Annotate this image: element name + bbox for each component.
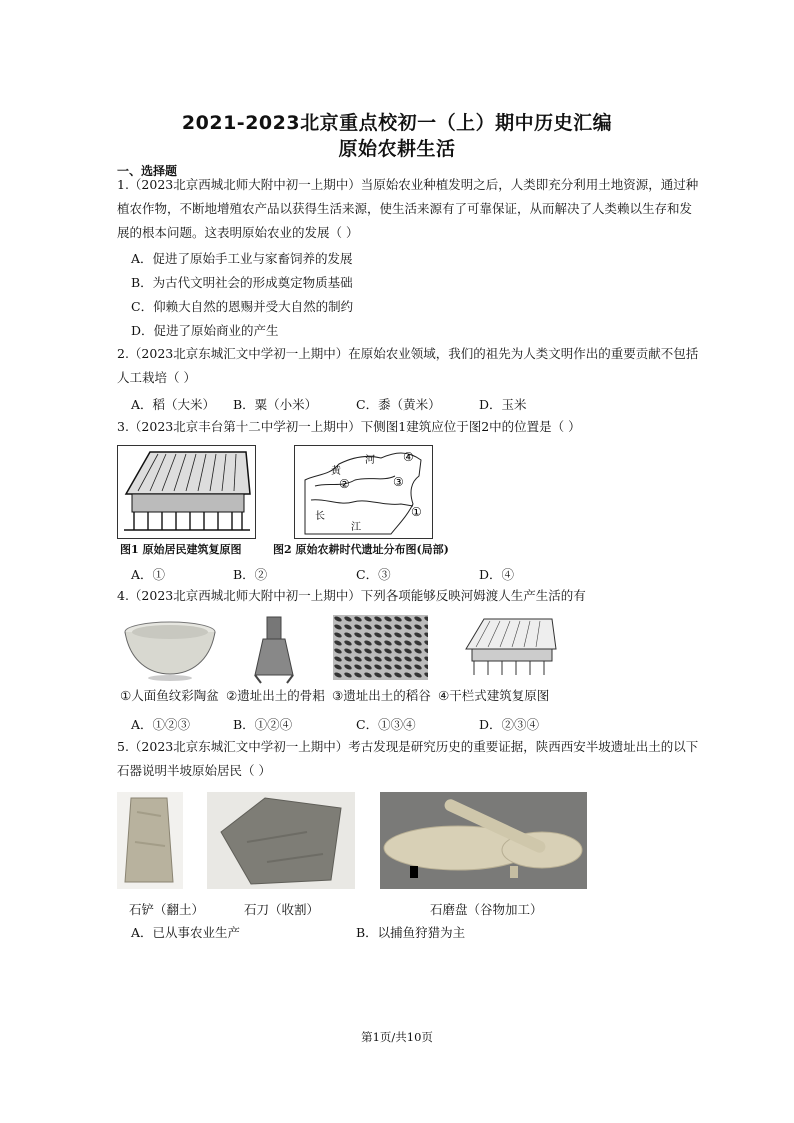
q4-option-a[interactable]: A．①②③ [131,717,191,732]
q1-option-b[interactable]: B．为古代文明社会的形成奠定物质基础 [131,275,353,290]
q4-option-d[interactable]: D．②③④ [479,717,540,732]
map-label-huang: 黄 [331,466,341,477]
fig1-caption: 图1 原始居民建筑复原图 [120,543,242,556]
section-heading: 一、选择题 [117,164,178,178]
stone-knife-image [207,792,355,889]
page-subtitle: 原始农耕生活 [338,138,456,160]
q2-option-a[interactable]: A．稻（大米） [131,397,216,412]
q3-stem-line1: 3.（2023北京丰台第十二中学初一上期中）下侧图1建筑应位于图2中的位置是（ ） [117,419,581,434]
q1-stem-line1: 1.（2023北京西城北师大附中初一上期中）当原始农业种植发明之后，人类即充分利用土地资源，通过种 [117,177,699,192]
grinding-slab-image [380,792,587,889]
q5-caption-2: 石刀（收割） [244,902,320,917]
stilt-house-image [460,615,560,680]
q3-option-d[interactable]: D．④ [479,567,515,582]
map-marker-2: ② [339,477,350,491]
q2-option-c[interactable]: C．黍（黄米） [356,397,441,412]
q4-caption-4: ④干栏式建筑复原图 [438,688,550,703]
painted-pottery-bowl-image [120,618,220,682]
q4-caption-2: ②遗址出土的骨耜 [226,688,325,703]
q5-option-a[interactable]: A．已从事农业生产 [131,925,241,940]
rice-grains-image [333,615,428,680]
q1-stem-line3: 展的根本问题。这表明原始农业的发展（ ） [117,225,359,240]
page-footer: 第1页/共10页 [361,1030,433,1044]
map-label-jiang: 江 [351,522,361,533]
bone-spade-image [245,615,305,685]
stilt-house-drawing [118,446,255,538]
map-marker-4: ④ [403,450,414,464]
map-label-he: 河 [365,455,375,466]
q1-stem-line2: 植农作物，不断地增殖农产品以获得生活来源，使生活来源有了可靠保证，从而解决了人类赖以生存和发 [117,201,693,216]
q4-stem-line1: 4.（2023北京西城北师大附中初一上期中）下列各项能够反映河姆渡人生产生活的有 [117,588,586,603]
q5-caption-3: 石磨盘（谷物加工） [430,902,543,917]
q2-option-b[interactable]: B．粟（小米） [233,397,318,412]
q4-option-c[interactable]: C．①③④ [356,717,416,732]
stone-shovel-image [117,792,183,889]
q1-option-c[interactable]: C．仰赖大自然的恩赐并受大自然的制约 [131,299,354,314]
q4-caption-3: ③遗址出土的稻谷 [332,688,431,703]
map-label-chang: 长 [315,511,325,522]
map-marker-1: ① [411,505,422,519]
stilt-house-figure [117,445,256,539]
q2-stem-line2: 人工栽培（ ） [117,370,196,385]
q4-caption-1: ①人面鱼纹彩陶盆 [120,688,219,703]
q2-stem-line1: 2.（2023北京东城汇文中学初一上期中）在原始农业领域，我们的祖先为人类文明作出的重要贡献不包括 [117,346,699,361]
q5-option-b[interactable]: B．以捕鱼狩猎为主 [356,925,466,940]
map-drawing [295,446,432,538]
q4-option-b[interactable]: B．①②④ [233,717,293,732]
map-marker-3: ③ [393,475,404,489]
q5-stem-line1: 5.（2023北京东城汇文中学初一上期中）考古发现是研究历史的重要证据，陕西西安半坡遗址出土的以下 [117,739,699,754]
q1-option-d[interactable]: D．促进了原始商业的产生 [131,323,279,338]
site-distribution-map [294,445,433,539]
q2-option-d[interactable]: D．玉米 [479,397,527,412]
q3-option-c[interactable]: C．③ [356,567,391,582]
page-title: 2021-2023北京重点校初一（上）期中历史汇编 [181,112,613,134]
q1-option-a[interactable]: A．促进了原始手工业与家畜饲养的发展 [131,251,353,266]
q3-option-a[interactable]: A．① [131,567,166,582]
q3-option-b[interactable]: B．② [233,567,268,582]
q5-stem-line2: 石器说明半坡原始居民（ ） [117,763,271,778]
q5-caption-1: 石铲（翻土） [129,902,205,917]
fig2-caption: 图2 原始农耕时代遗址分布图(局部) [273,543,449,556]
